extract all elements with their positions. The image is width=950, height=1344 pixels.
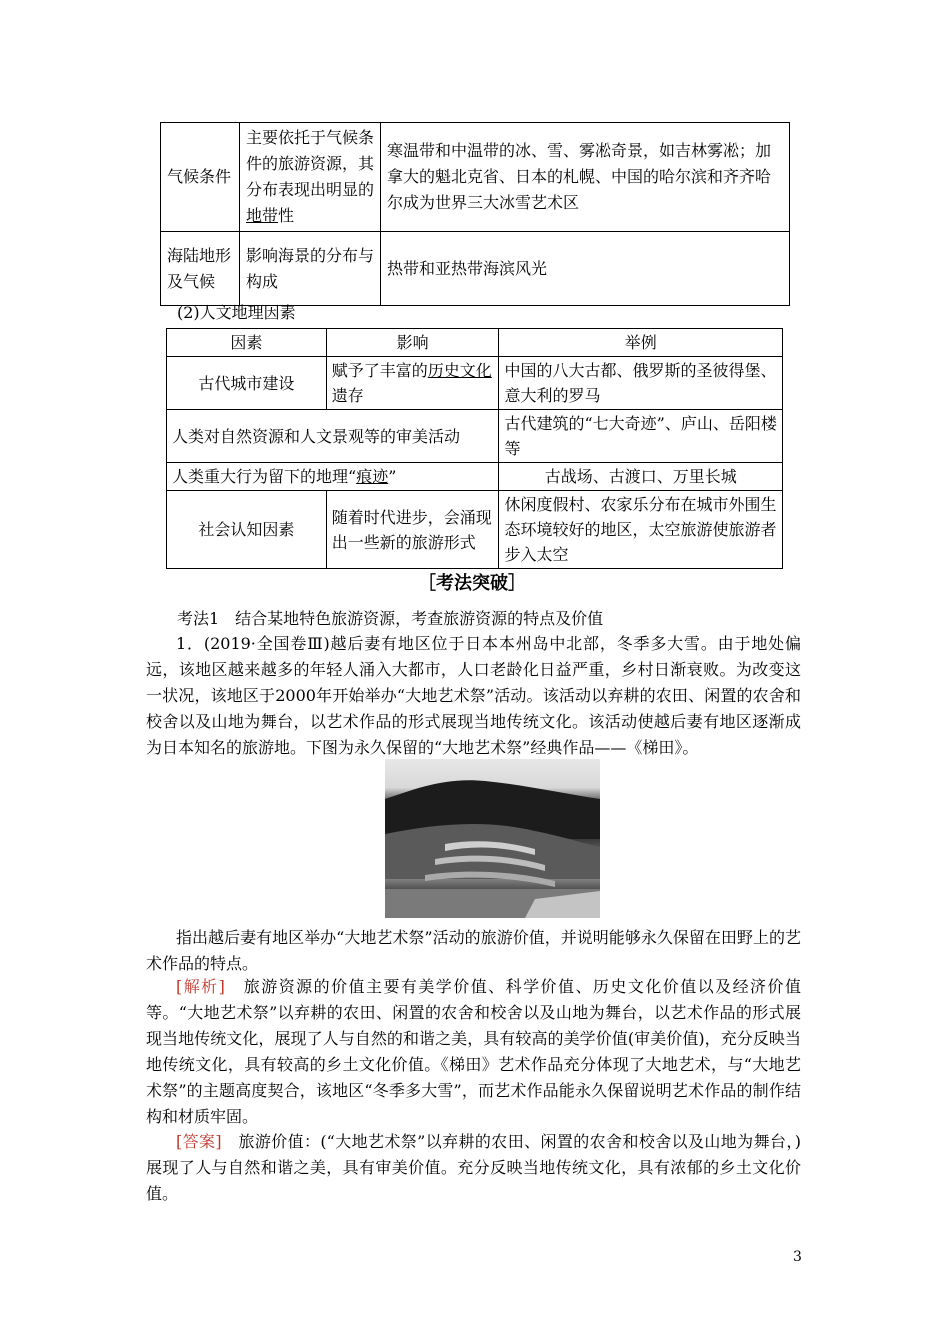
answer-text: 旅游价值：(“大地艺术祭”以弃耕的农田、闲置的农舍和校舍以及山地为舞台，)展现了人与自然和谐之美，具有审美价值。充分反映当地传统文化，具有浓郁的乡土文化价值。 [146, 1132, 801, 1203]
underlined-keyword: 地带 [246, 206, 279, 225]
analysis-text: 旅游资源的价值主要有美学价值、科学价值、历史文化价值以及经济价值等。“大地艺术祭”以弃耕的农田、闲置的农舍和校舍以及山地为舞台，以艺术作品的形式展现当地传统文化，展现了人与自然的和谐之美，具有较高的美学价值(审美价值)，充分反映当地传统文化，具有较高的乡土文化价值。《梯田》艺术作品充分体现了大地艺术，与“大地艺术祭”的主题高度契合，该地区“冬季多大雪”，而艺术作品能永久保留说明艺术作品的制作结构和材质牢固。 [146, 977, 801, 1126]
table-cell: 休闲度假村、农家乐分布在城市外围生态环境较好的地区，太空旅游使旅游者步入太空 [499, 491, 783, 569]
table-cell [326, 357, 499, 410]
table-cell: 古战场、古渡口、万里长城 [499, 463, 783, 491]
question-text: 1．(2019·全国卷Ⅲ)越后妻有地区位于日本本州岛中北部，冬季多大雪。由于地处偏远，该地区越来越多的年轻人涌入大都市，人口老龄化日益严重，乡村日渐衰败。为改变这一状况，该地区于2000年开始举办“大地艺术祭”活动。该活动以弃耕的农田、闲置的农舍和校舍以及山地为舞台，以艺术作品的形式展现当地传统文化。该活动使越后妻有地区逐渐成为日本知名的旅游地。下图为永久保留的“大地艺术祭”经典作品——《梯田》。 [146, 634, 801, 757]
human-factors-table [166, 328, 783, 569]
table-row [161, 123, 790, 232]
table-cell [161, 232, 240, 306]
table-caption: (2)人文地理因素 [177, 303, 296, 322]
answer-block [146, 1129, 801, 1207]
page-number: 3 [793, 1249, 802, 1265]
table-cell: 社会认知因素 [167, 491, 327, 569]
analysis-tag: [解析] [176, 977, 225, 996]
table-row [167, 491, 783, 569]
table-header-row [167, 329, 783, 357]
table-cell: 中国的八大古都、俄罗斯的圣彼得堡、意大利的罗马 [499, 357, 783, 410]
underlined-keyword: 历史文化 [427, 361, 492, 380]
cell-text: 气候条件 [167, 167, 232, 186]
cell-text: 性 [278, 206, 295, 225]
cell-text: ” [388, 467, 397, 486]
cell-text: 海陆地形及气候 [167, 245, 232, 291]
table-cell [167, 463, 499, 491]
analysis-block [146, 974, 801, 1130]
table-cell [240, 232, 381, 306]
underlined-keyword: 痕迹 [356, 467, 389, 486]
table-cell: 古代城市建设 [167, 357, 327, 410]
question-prompt: 指出越后妻有地区举办“大地艺术祭”活动的旅游价值，并说明能够永久保留在田野上的艺术作品的特点。 [146, 928, 801, 973]
cell-text: 遗存 [331, 386, 364, 405]
table-cell: 古代建筑的“七大奇迹”、庐山、岳阳楼等 [499, 410, 783, 463]
table-cell [381, 232, 790, 306]
column-header: 举例 [499, 329, 783, 357]
table-cell: 人类对自然资源和人文景观等的审美活动 [167, 410, 499, 463]
section-title: ［考法突破］ [418, 573, 526, 594]
table-row [161, 232, 790, 306]
cell-text: 寒温带和中温带的冰、雪、雾凇奇景，如吉林雾凇；加拿大的魁北克省、日本的札幌、中国的哈尔滨和齐齐哈尔成为世界三大冰雪艺术区 [387, 141, 772, 212]
cell-text: 赋予了丰富的 [331, 361, 428, 380]
table-cell [381, 123, 790, 232]
table-cell [161, 123, 240, 232]
table-cell [240, 123, 381, 232]
cell-text: 主要依托于气候条件的旅游资源，其分布表现出明显的 [246, 128, 375, 199]
column-header: 因素 [167, 329, 327, 357]
method-heading: 考法1 结合某地特色旅游资源，考查旅游资源的特点及价值 [177, 609, 604, 628]
table-cell: 随着时代进步，会涌现出一些新的旅游形式 [326, 491, 499, 569]
table-row [167, 463, 783, 491]
cell-text: 影响海景的分布与构成 [246, 245, 375, 291]
natural-factors-table [160, 122, 790, 306]
table-row [167, 357, 783, 410]
column-header: 影响 [326, 329, 499, 357]
cell-text: 人类重大行为留下的地理“ [172, 467, 357, 486]
answer-tag: [答案] [176, 1132, 222, 1151]
cell-text: 热带和亚热带海滨风光 [387, 258, 548, 278]
terraced-field-image [385, 759, 600, 918]
table-row [167, 410, 783, 463]
terraced-field-photo [385, 759, 600, 918]
